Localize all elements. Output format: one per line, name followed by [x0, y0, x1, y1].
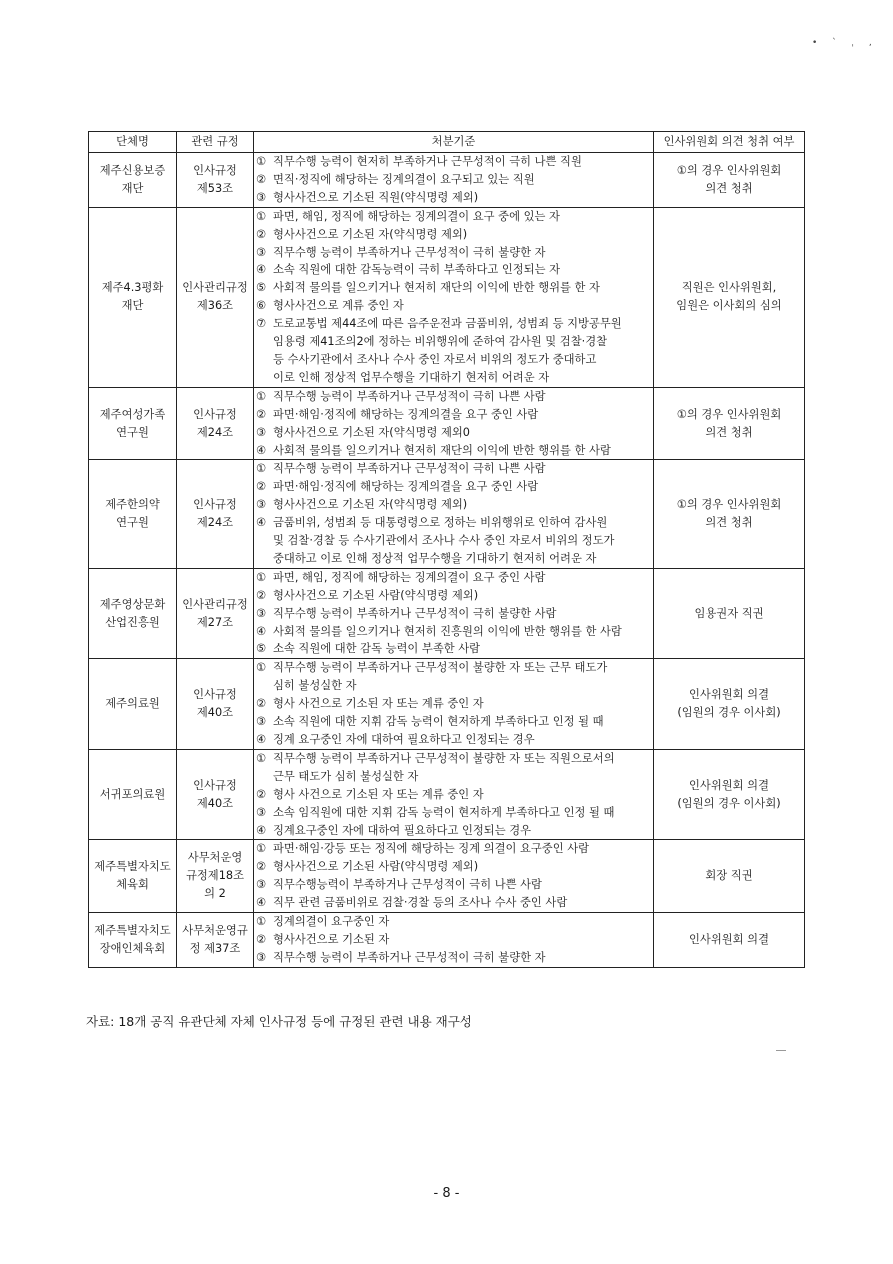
- rule-cell: 사무처운영규 정 제37조: [177, 913, 254, 968]
- table-header-row: [89, 132, 805, 153]
- criteria-item: [256, 460, 651, 478]
- criteria-text: 면직·정직에 해당하는 징계의결이 요구되고 있는 직원: [273, 172, 535, 186]
- criteria-number: ①: [256, 209, 267, 223]
- criteria-item: [256, 840, 651, 858]
- criteria-text: 파면, 해임, 정직에 해당하는 징계의결이 요구 중에 있는 자: [273, 209, 560, 223]
- criteria-text: 파면·해임·강등 또는 정직에 해당하는 징계 의결이 요구중인 사람: [273, 842, 590, 856]
- criteria-cell: [254, 840, 654, 913]
- criteria-item: [256, 226, 651, 244]
- criteria-text: 직무수행능력이 부족하거나 근무성적이 극히 나쁜 사람: [273, 878, 542, 892]
- header-org: 단체명: [89, 132, 177, 153]
- criteria-number: ②: [256, 787, 267, 801]
- criteria-number: ②: [256, 697, 267, 711]
- org-name-cell: 제주특별자치도 장애인체육회: [89, 913, 177, 968]
- criteria-number: ⑥: [256, 299, 267, 313]
- criteria-cell: [254, 568, 654, 659]
- criteria-item: [256, 858, 651, 876]
- committee-opinion-cell: ①의 경우 인사위원회 의견 청취: [654, 387, 805, 460]
- criteria-text: 사회적 물의를 일으키거나 현저히 재단의 이익에 반한 행위를 한 사람: [273, 443, 611, 457]
- criteria-number: ④: [256, 823, 267, 837]
- table-body: [89, 153, 805, 968]
- criteria-number: ①: [256, 751, 267, 765]
- criteria-item: [256, 478, 651, 496]
- disposition-standards-table: [88, 131, 805, 968]
- criteria-number: ②: [256, 932, 267, 946]
- header-rule: 관련 규정: [177, 132, 254, 153]
- criteria-text: 직무수행 능력이 부족하거나 근무성적이 극히 나쁜 사람: [273, 389, 546, 403]
- criteria-number: ④: [256, 733, 267, 746]
- org-name-cell: 제주한의약 연구원: [89, 460, 177, 568]
- table-row: [89, 153, 805, 208]
- rule-cell: 인사규정 제53조: [177, 153, 254, 208]
- criteria-item: [256, 442, 651, 460]
- criteria-number: ③: [256, 606, 267, 620]
- criteria-number: ③: [256, 715, 267, 729]
- rule-cell: 인사관리규정 제36조: [177, 207, 254, 387]
- criteria-text: 파면, 해임, 정직에 해당하는 징계의결이 요구 중인 사람: [273, 570, 546, 584]
- criteria-number: ⑤: [256, 642, 267, 656]
- criteria-item: [256, 731, 651, 749]
- criteria-item: [256, 189, 651, 207]
- criteria-item: [256, 931, 651, 949]
- criteria-number: ②: [256, 407, 267, 421]
- org-name-cell: 서귀포의료원: [89, 749, 177, 840]
- criteria-item: [256, 153, 651, 171]
- criteria-number: ④: [256, 516, 267, 530]
- criteria-text: 형사 사건으로 기소된 자 또는 계류 중인 자: [273, 697, 484, 711]
- criteria-item: [256, 261, 651, 279]
- criteria-item: [256, 388, 651, 406]
- criteria-number: ②: [256, 172, 267, 186]
- rule-cell: 인사규정 제24조: [177, 387, 254, 460]
- criteria-item: [256, 804, 651, 822]
- criteria-number: ①: [256, 389, 267, 403]
- criteria-item: [256, 949, 651, 967]
- table-row: [89, 568, 805, 659]
- table-row: [89, 913, 805, 968]
- criteria-number: ②: [256, 227, 267, 241]
- table-row: [89, 659, 805, 750]
- criteria-item: [256, 315, 651, 387]
- criteria-cell: [254, 659, 654, 750]
- criteria-number: ①: [256, 570, 267, 584]
- header-opinion: 인사위원회 의견 청취 여부: [654, 132, 805, 153]
- table-row: [89, 387, 805, 460]
- criteria-number: ③: [256, 190, 267, 204]
- criteria-text: 소속 직원에 대한 지휘 감독 능력이 현저하게 부족하다고 인정 될 때: [273, 715, 604, 729]
- criteria-item: [256, 569, 651, 587]
- table-row: [89, 749, 805, 840]
- criteria-text: 금품비위, 성범죄 등 대통령령으로 정하는 비위행위로 인하여 감사원 및 검찰·경찰 등 수사기관에서 조사나 수사 중인 자로서 비위의 정도가 중대하고 이로 인해 정상적 업무수행을 기대하기 현저히 어려운 자: [273, 516, 615, 565]
- criteria-text: 직무수행 능력이 부족하거나 근무성적이 극히 불량한 자: [273, 950, 546, 964]
- org-name-cell: 제주신용보증 재단: [89, 153, 177, 208]
- criteria-number: ①: [256, 661, 267, 675]
- criteria-number: ④: [256, 263, 267, 277]
- criteria-cell: [254, 153, 654, 208]
- criteria-number: ①: [256, 155, 267, 168]
- committee-opinion-cell: 인사위원회 의결 (임원의 경우 이사회): [654, 659, 805, 750]
- criteria-item: [256, 171, 651, 189]
- criteria-number: ①: [256, 842, 267, 856]
- criteria-text: 직무 관련 금품비위로 검찰·경찰 등의 조사나 수사 중인 사람: [273, 896, 568, 910]
- criteria-text: 직무수행 능력이 부족하거나 근무성적이 극히 불량한 자: [273, 245, 546, 259]
- criteria-item: [256, 605, 651, 623]
- org-name-cell: 제주영상문화 산업진흥원: [89, 568, 177, 659]
- criteria-item: [256, 695, 651, 713]
- criteria-item: [256, 244, 651, 262]
- criteria-number: ③: [256, 805, 267, 819]
- criteria-number: ③: [256, 950, 267, 964]
- criteria-text: 형사사건으로 기소된 사람(약식명령 제외): [273, 588, 479, 602]
- criteria-number: ①: [256, 915, 267, 929]
- criteria-number: ②: [256, 860, 267, 874]
- criteria-cell: [254, 749, 654, 840]
- criteria-text: 직무수행 능력이 부족하거나 근무성적이 불량한 자 또는 근무 태도가 심히 불성실한 자: [273, 661, 608, 693]
- criteria-text: 형사사건으로 기소된 직원(약식명령 제외): [273, 190, 479, 204]
- org-name-cell: 제주여성가족 연구원: [89, 387, 177, 460]
- criteria-cell: [254, 460, 654, 568]
- criteria-item: [256, 894, 651, 912]
- criteria-item: [256, 713, 651, 731]
- criteria-item: [256, 623, 651, 641]
- criteria-text: 형사사건으로 계류 중인 자: [273, 299, 404, 313]
- page-number: - 8 -: [433, 1186, 460, 1201]
- table-row: [89, 840, 805, 913]
- source-note: 자료: 18개 공직 유관단체 자체 인사규정 등에 규정된 관련 내용 재구성: [86, 1014, 472, 1029]
- criteria-cell: [254, 913, 654, 968]
- org-name-cell: 제주특별자치도 체육회: [89, 840, 177, 913]
- scan-marks: • ` ˌ ,: [812, 38, 878, 48]
- committee-opinion-cell: ①의 경우 인사위원회 의견 청취: [654, 153, 805, 208]
- criteria-text: 직무수행 능력이 부족하거나 근무성적이 극히 나쁜 사람: [273, 462, 546, 476]
- criteria-item: [256, 496, 651, 514]
- criteria-text: 소속 직원에 대한 감독능력이 극히 부족하다고 인정되는 자: [273, 263, 561, 277]
- criteria-text: 형사사건으로 기소된 자(약식명령 제외0: [273, 425, 470, 439]
- criteria-cell: [254, 207, 654, 387]
- criteria-text: 직무수행 능력이 부족하거나 근무성적이 극히 불량한 사람: [273, 606, 557, 620]
- criteria-text: 형사사건으로 기소된 자(약식명령 제외): [273, 498, 468, 512]
- criteria-number: ①: [256, 462, 267, 476]
- criteria-number: ②: [256, 588, 267, 602]
- table-row: [89, 460, 805, 568]
- criteria-item: [256, 786, 651, 804]
- criteria-text: 직무수행 능력이 부족하거나 근무성적이 불량한 자 또는 직원으로서의 근무 태도가 심히 불성실한 자: [273, 751, 615, 783]
- criteria-item: [256, 587, 651, 605]
- rule-cell: 인사관리규정 제27조: [177, 568, 254, 659]
- criteria-cell: [254, 387, 654, 460]
- criteria-item: [256, 659, 651, 695]
- criteria-text: 형사사건으로 기소된 자: [273, 932, 390, 946]
- committee-opinion-cell: ①의 경우 인사위원회 의견 청취: [654, 460, 805, 568]
- criteria-text: 징계 요구중인 자에 대하여 필요하다고 인정되는 경우: [273, 733, 535, 746]
- criteria-number: ④: [256, 443, 267, 457]
- table-row: [89, 207, 805, 387]
- criteria-text: 소속 임직원에 대한 지휘 감독 능력이 현저하게 부족하다고 인정 될 때: [273, 805, 615, 819]
- criteria-number: ③: [256, 498, 267, 512]
- criteria-number: ②: [256, 480, 267, 494]
- criteria-number: ④: [256, 624, 267, 638]
- criteria-item: [256, 640, 651, 658]
- criteria-item: [256, 297, 651, 315]
- criteria-number: ③: [256, 878, 267, 892]
- criteria-item: [256, 913, 651, 931]
- criteria-item: [256, 822, 651, 840]
- criteria-number: ③: [256, 245, 267, 259]
- criteria-text: 징계요구중인 자에 대하여 필요하다고 인정되는 경우: [273, 823, 532, 837]
- org-name-cell: 제주의료원: [89, 659, 177, 750]
- criteria-number: ③: [256, 425, 267, 439]
- criteria-text: 형사사건으로 기소된 사람(약식명령 제외): [273, 860, 479, 874]
- rule-cell: 인사규정 제24조: [177, 460, 254, 568]
- committee-opinion-cell: 임용권자 직권: [654, 568, 805, 659]
- criteria-item: [256, 208, 651, 226]
- criteria-item: [256, 750, 651, 786]
- scan-dash: [776, 1050, 786, 1051]
- header-criteria: 처분기준: [254, 132, 654, 153]
- criteria-text: 직무수행 능력이 현저히 부족하거나 근무성적이 극히 나쁜 직원: [273, 155, 582, 168]
- criteria-text: 징계의결이 요구중인 자: [273, 915, 390, 929]
- committee-opinion-cell: 인사위원회 의결: [654, 913, 805, 968]
- criteria-text: 형사사건으로 기소된 자(약식명령 제외): [273, 227, 468, 241]
- criteria-item: [256, 279, 651, 297]
- criteria-item: [256, 424, 651, 442]
- criteria-number: ⑦: [256, 317, 267, 331]
- criteria-number: ⑤: [256, 281, 267, 295]
- criteria-item: [256, 876, 651, 894]
- org-name-cell: 제주4.3평화 재단: [89, 207, 177, 387]
- rule-cell: 인사규정 제40조: [177, 749, 254, 840]
- rule-cell: 사무처운영 규정제18조 의 2: [177, 840, 254, 913]
- committee-opinion-cell: 직원은 인사위원회, 임원은 이사회의 심의: [654, 207, 805, 387]
- criteria-text: 도로교통법 제44조에 따른 음주운전과 금품비위, 성범죄 등 지방공무원 임용령 제41조의2에 정하는 비위행위에 준하여 감사원 및 검찰·경찰 등 수사기관에서 조사나 수사 중인 자로서 비위의 정도가 중대하고 이로 인해 정상적 업무수행을 기대하기 현저히 어려운 자: [273, 317, 622, 384]
- committee-opinion-cell: 인사위원회 의결 (임원의 경우 이사회): [654, 749, 805, 840]
- criteria-text: 사회적 물의를 일으키거나 현저히 진흥원의 이익에 반한 행위를 한 사람: [273, 624, 622, 638]
- criteria-text: 파면·해임·정직에 해당하는 징계의결을 요구 중인 사람: [273, 407, 539, 421]
- committee-opinion-cell: 회장 직권: [654, 840, 805, 913]
- criteria-text: 파면·해임·정직에 해당하는 징계의결을 요구 중인 사람: [273, 480, 539, 494]
- criteria-text: 사회적 물의를 일으키거나 현저히 재단의 이익에 반한 행위를 한 자: [273, 281, 600, 295]
- rule-cell: 인사규정 제40조: [177, 659, 254, 750]
- criteria-item: [256, 406, 651, 424]
- criteria-number: ④: [256, 896, 267, 910]
- criteria-item: [256, 514, 651, 568]
- criteria-text: 형사 사건으로 기소된 자 또는 계류 중인 자: [273, 787, 484, 801]
- criteria-text: 소속 직원에 대한 감독 능력이 부족한 사람: [273, 642, 481, 656]
